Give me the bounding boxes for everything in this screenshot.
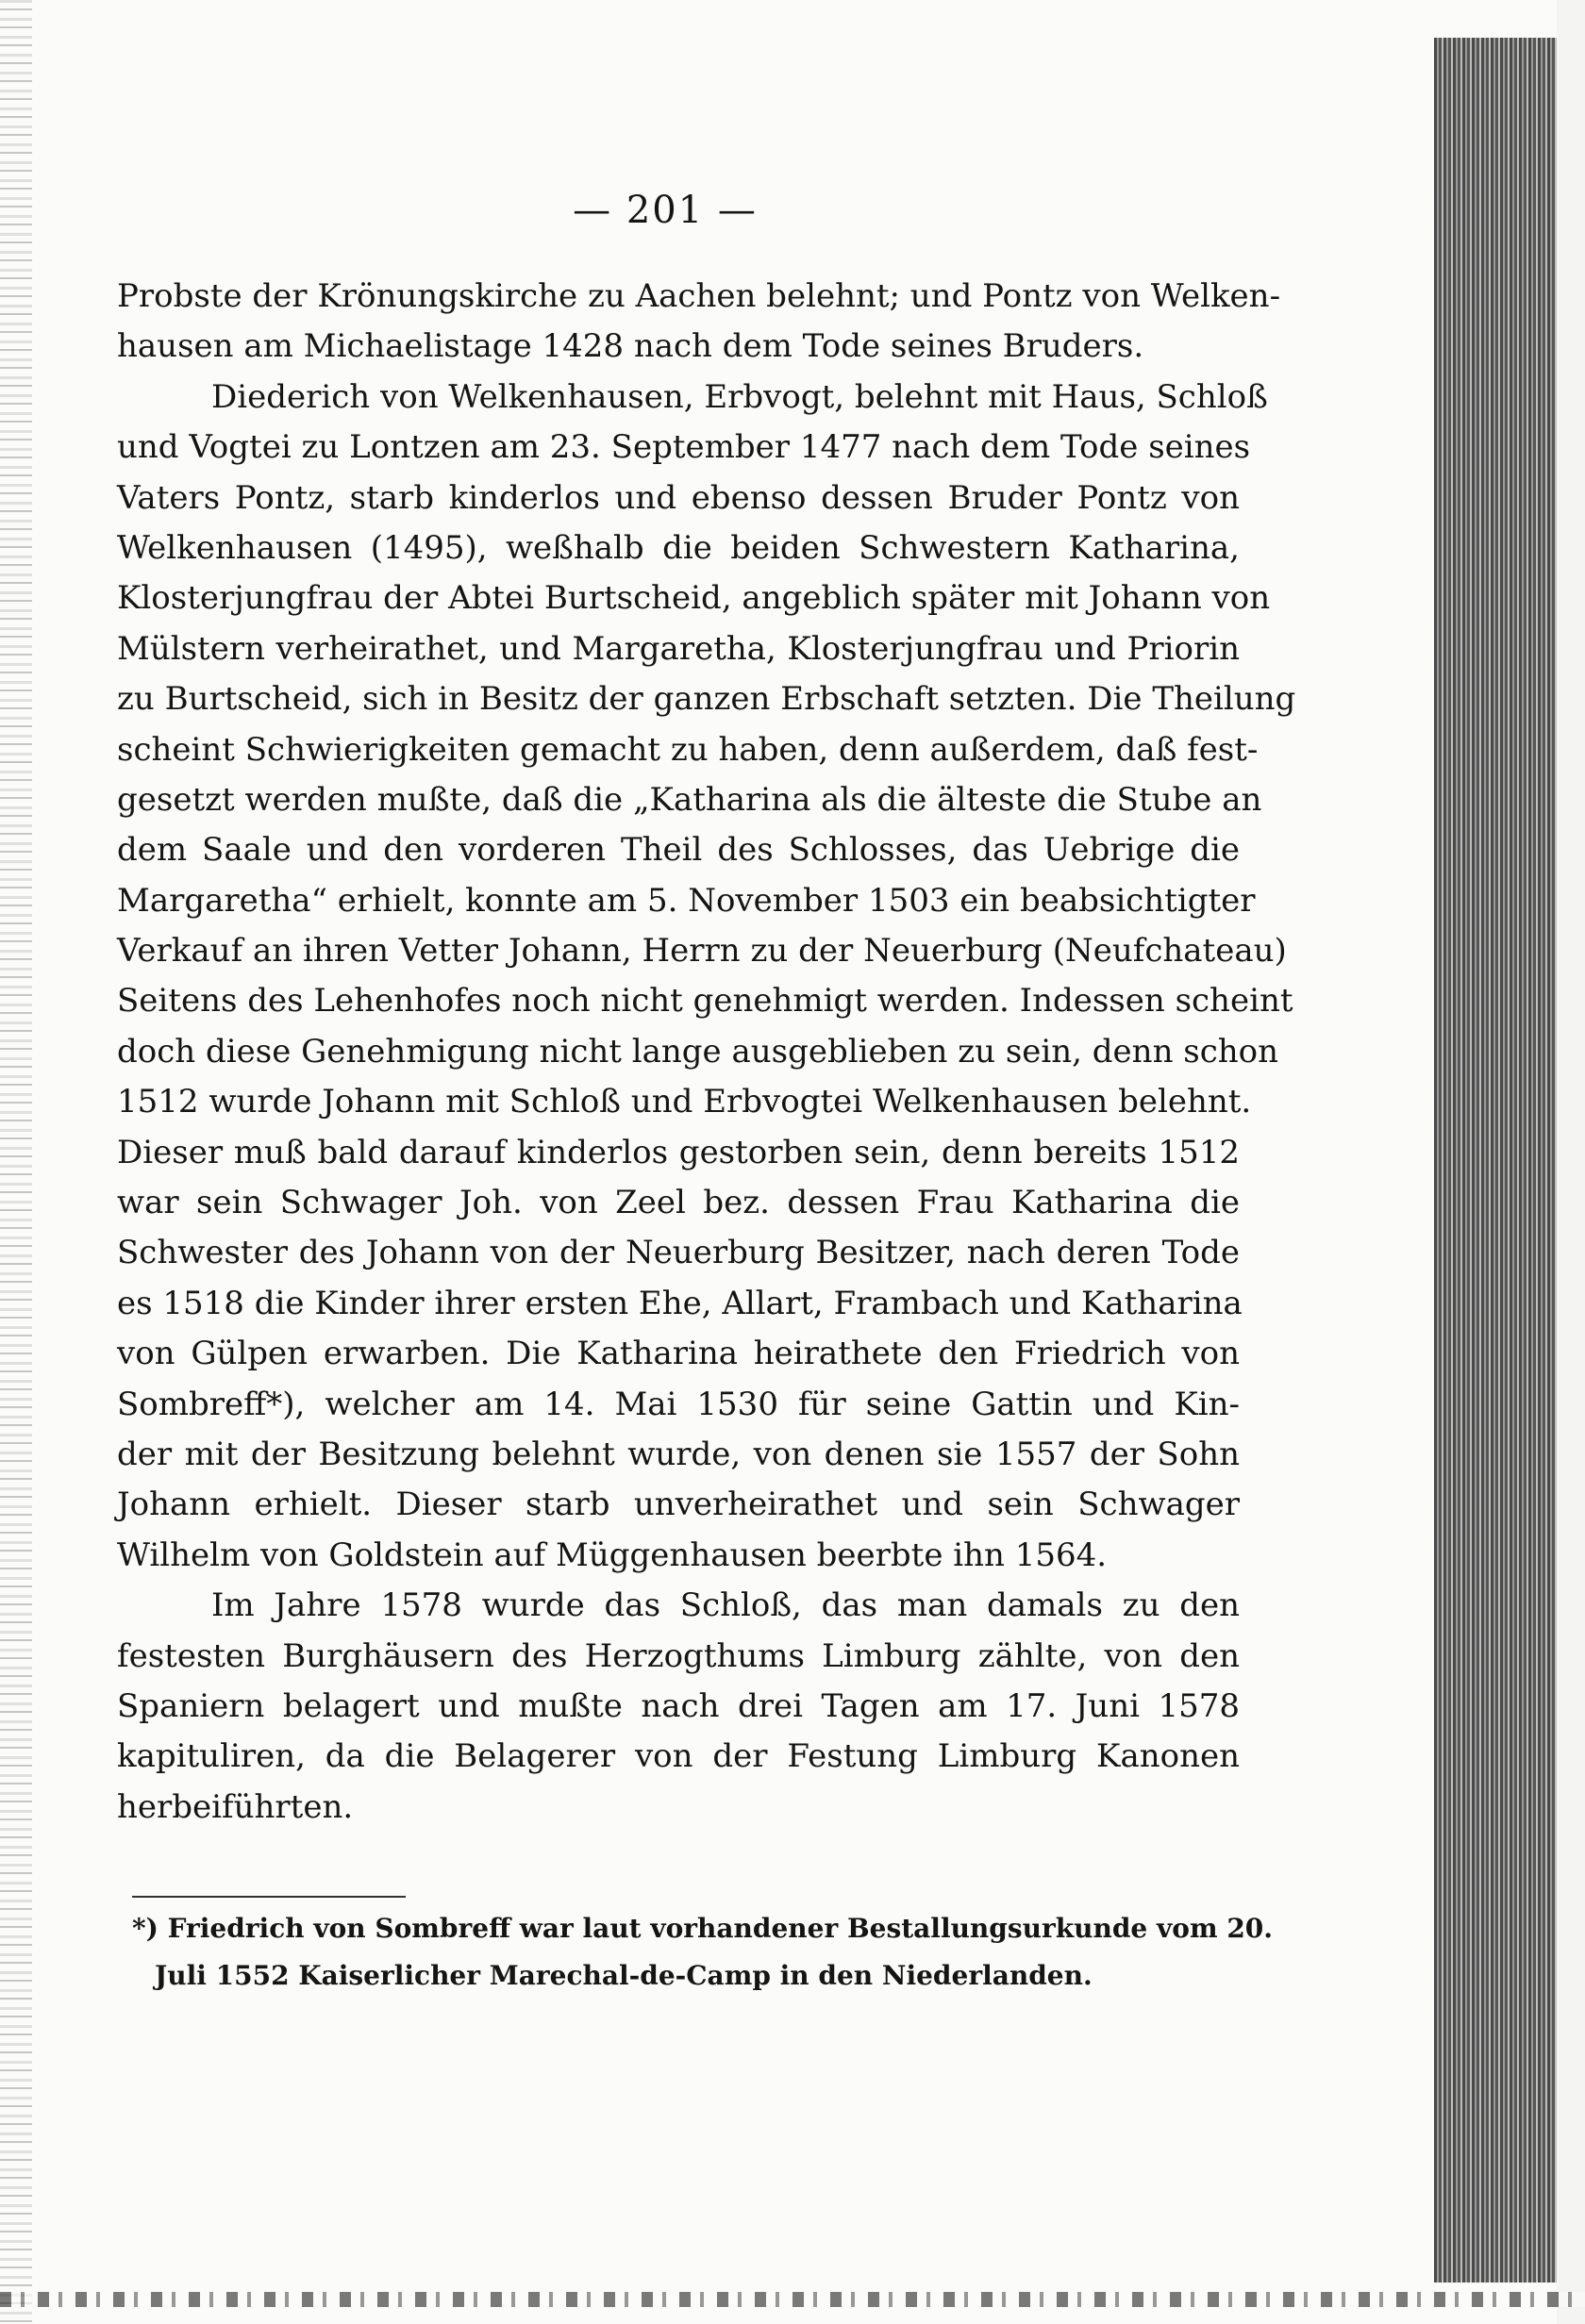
footnote-rule (132, 1896, 406, 1898)
text-line: und Vogtei zu Lontzen am 23. September 1477 nach dem Tode seines (117, 428, 1251, 467)
text-line: Klosterjungfrau der Abtei Burtscheid, angeblich später mit Johann von (117, 579, 1271, 618)
text-line: Welkenhausen (1495), weßhalb die beiden Schwestern Katharina, (117, 528, 1240, 567)
page-number: — 201 — (573, 189, 758, 232)
text-line: 1512 wurde Johann mit Schloß und Erbvogtei Welkenhausen belehnt. (117, 1083, 1252, 1121)
text-line: Johann erhielt. Dieser starb unverheirathet und sein Schwager (117, 1486, 1240, 1524)
text-line: dem Saale und den vorderen Theil des Schlosses, das Uebrige die (117, 831, 1240, 870)
text-line: von Gülpen erwarben. Die Katharina heirathete den Friedrich von (117, 1335, 1240, 1373)
text-line: Seitens des Lehenhofes noch nicht genehmigt werden. Indessen scheint (117, 982, 1293, 1021)
text-line: Im Jahre 1578 wurde das Schloß, das man damals zu den (211, 1586, 1240, 1625)
text-line: hausen am Michaelistage 1428 nach dem Tode seines Bruders. (117, 327, 1144, 366)
text-line: Spaniern belagert und mußte nach drei Tagen am 17. Juni 1578 (117, 1686, 1240, 1725)
scan-edge-bottom (0, 2292, 1585, 2307)
text-line: Sombreff*), welcher am 14. Mai 1530 für seine Gattin und Kin- (117, 1385, 1240, 1423)
text-line: kapituliren, da die Belagerer von der Festung Limburg Kanonen (117, 1737, 1240, 1776)
text-line: Probste der Krönungskirche zu Aachen belehnt; und Pontz von Welken- (117, 277, 1281, 315)
text-line: der mit der Besitzung belehnt wurde, von denen sie 1557 der Sohn (117, 1435, 1240, 1473)
text-line: herbeiführten. (117, 1787, 354, 1826)
text-line: Verkauf an ihren Vetter Johann, Herrn zu der Neuerburg (Neufchateau) (117, 932, 1287, 971)
text-line: Schwester des Johann von der Neuerburg Besitzer, nach deren Tode (117, 1234, 1240, 1272)
text-line: war sein Schwager Joh. von Zeel bez. dessen Frau Katharina die (117, 1184, 1240, 1222)
text-line: Vaters Pontz, starb kinderlos und ebenso dessen Bruder Pontz von (117, 478, 1240, 517)
text-line: Dieser muß bald darauf kinderlos gestorben sein, denn bereits 1512 (117, 1133, 1240, 1171)
scan-margin-right (1557, 0, 1585, 2324)
text-line: Diederich von Welkenhausen, Erbvogt, belehnt mit Haus, Schloß (211, 377, 1268, 416)
text-line: es 1518 die Kinder ihrer ersten Ehe, Allart, Frambach und Katharina (117, 1284, 1243, 1322)
text-line: Margaretha“ erhielt, konnte am 5. November 1503 ein beabsichtigter (117, 881, 1256, 920)
text-line: zu Burtscheid, sich in Besitz der ganzen Erbschaft setzten. Die Theilung (117, 680, 1296, 719)
scan-edge-right (1434, 38, 1557, 2282)
footnote-line: *) Friedrich von Sombreff war laut vorhandener Bestallungsurkunde vom 20. (132, 1913, 1274, 1944)
scan-edge-left (0, 0, 32, 2324)
footnote-line: Juli 1552 Kaiserlicher Marechal-de-Camp in den Niederlanden. (155, 1960, 1093, 1991)
text-line: doch diese Genehmigung nicht lange ausgeblieben zu sein, denn schon (117, 1032, 1279, 1071)
footnote (132, 1905, 1274, 2000)
text-line: Wilhelm von Goldstein auf Müggenhausen beerbte ihn 1564. (117, 1536, 1108, 1574)
text-line: festesten Burghäusern des Herzogthums Limburg zählte, von den (117, 1636, 1240, 1675)
body-text (117, 272, 1296, 1833)
text-line: Mülstern verheirathet, und Margaretha, Klosterjungfrau und Priorin (117, 629, 1240, 668)
text-line: gesetzt werden mußte, daß die „Katharina als die älteste die Stube an (117, 780, 1262, 819)
text-line: scheint Schwierigkeiten gemacht zu haben, denn außerdem, daß fest- (117, 730, 1259, 769)
